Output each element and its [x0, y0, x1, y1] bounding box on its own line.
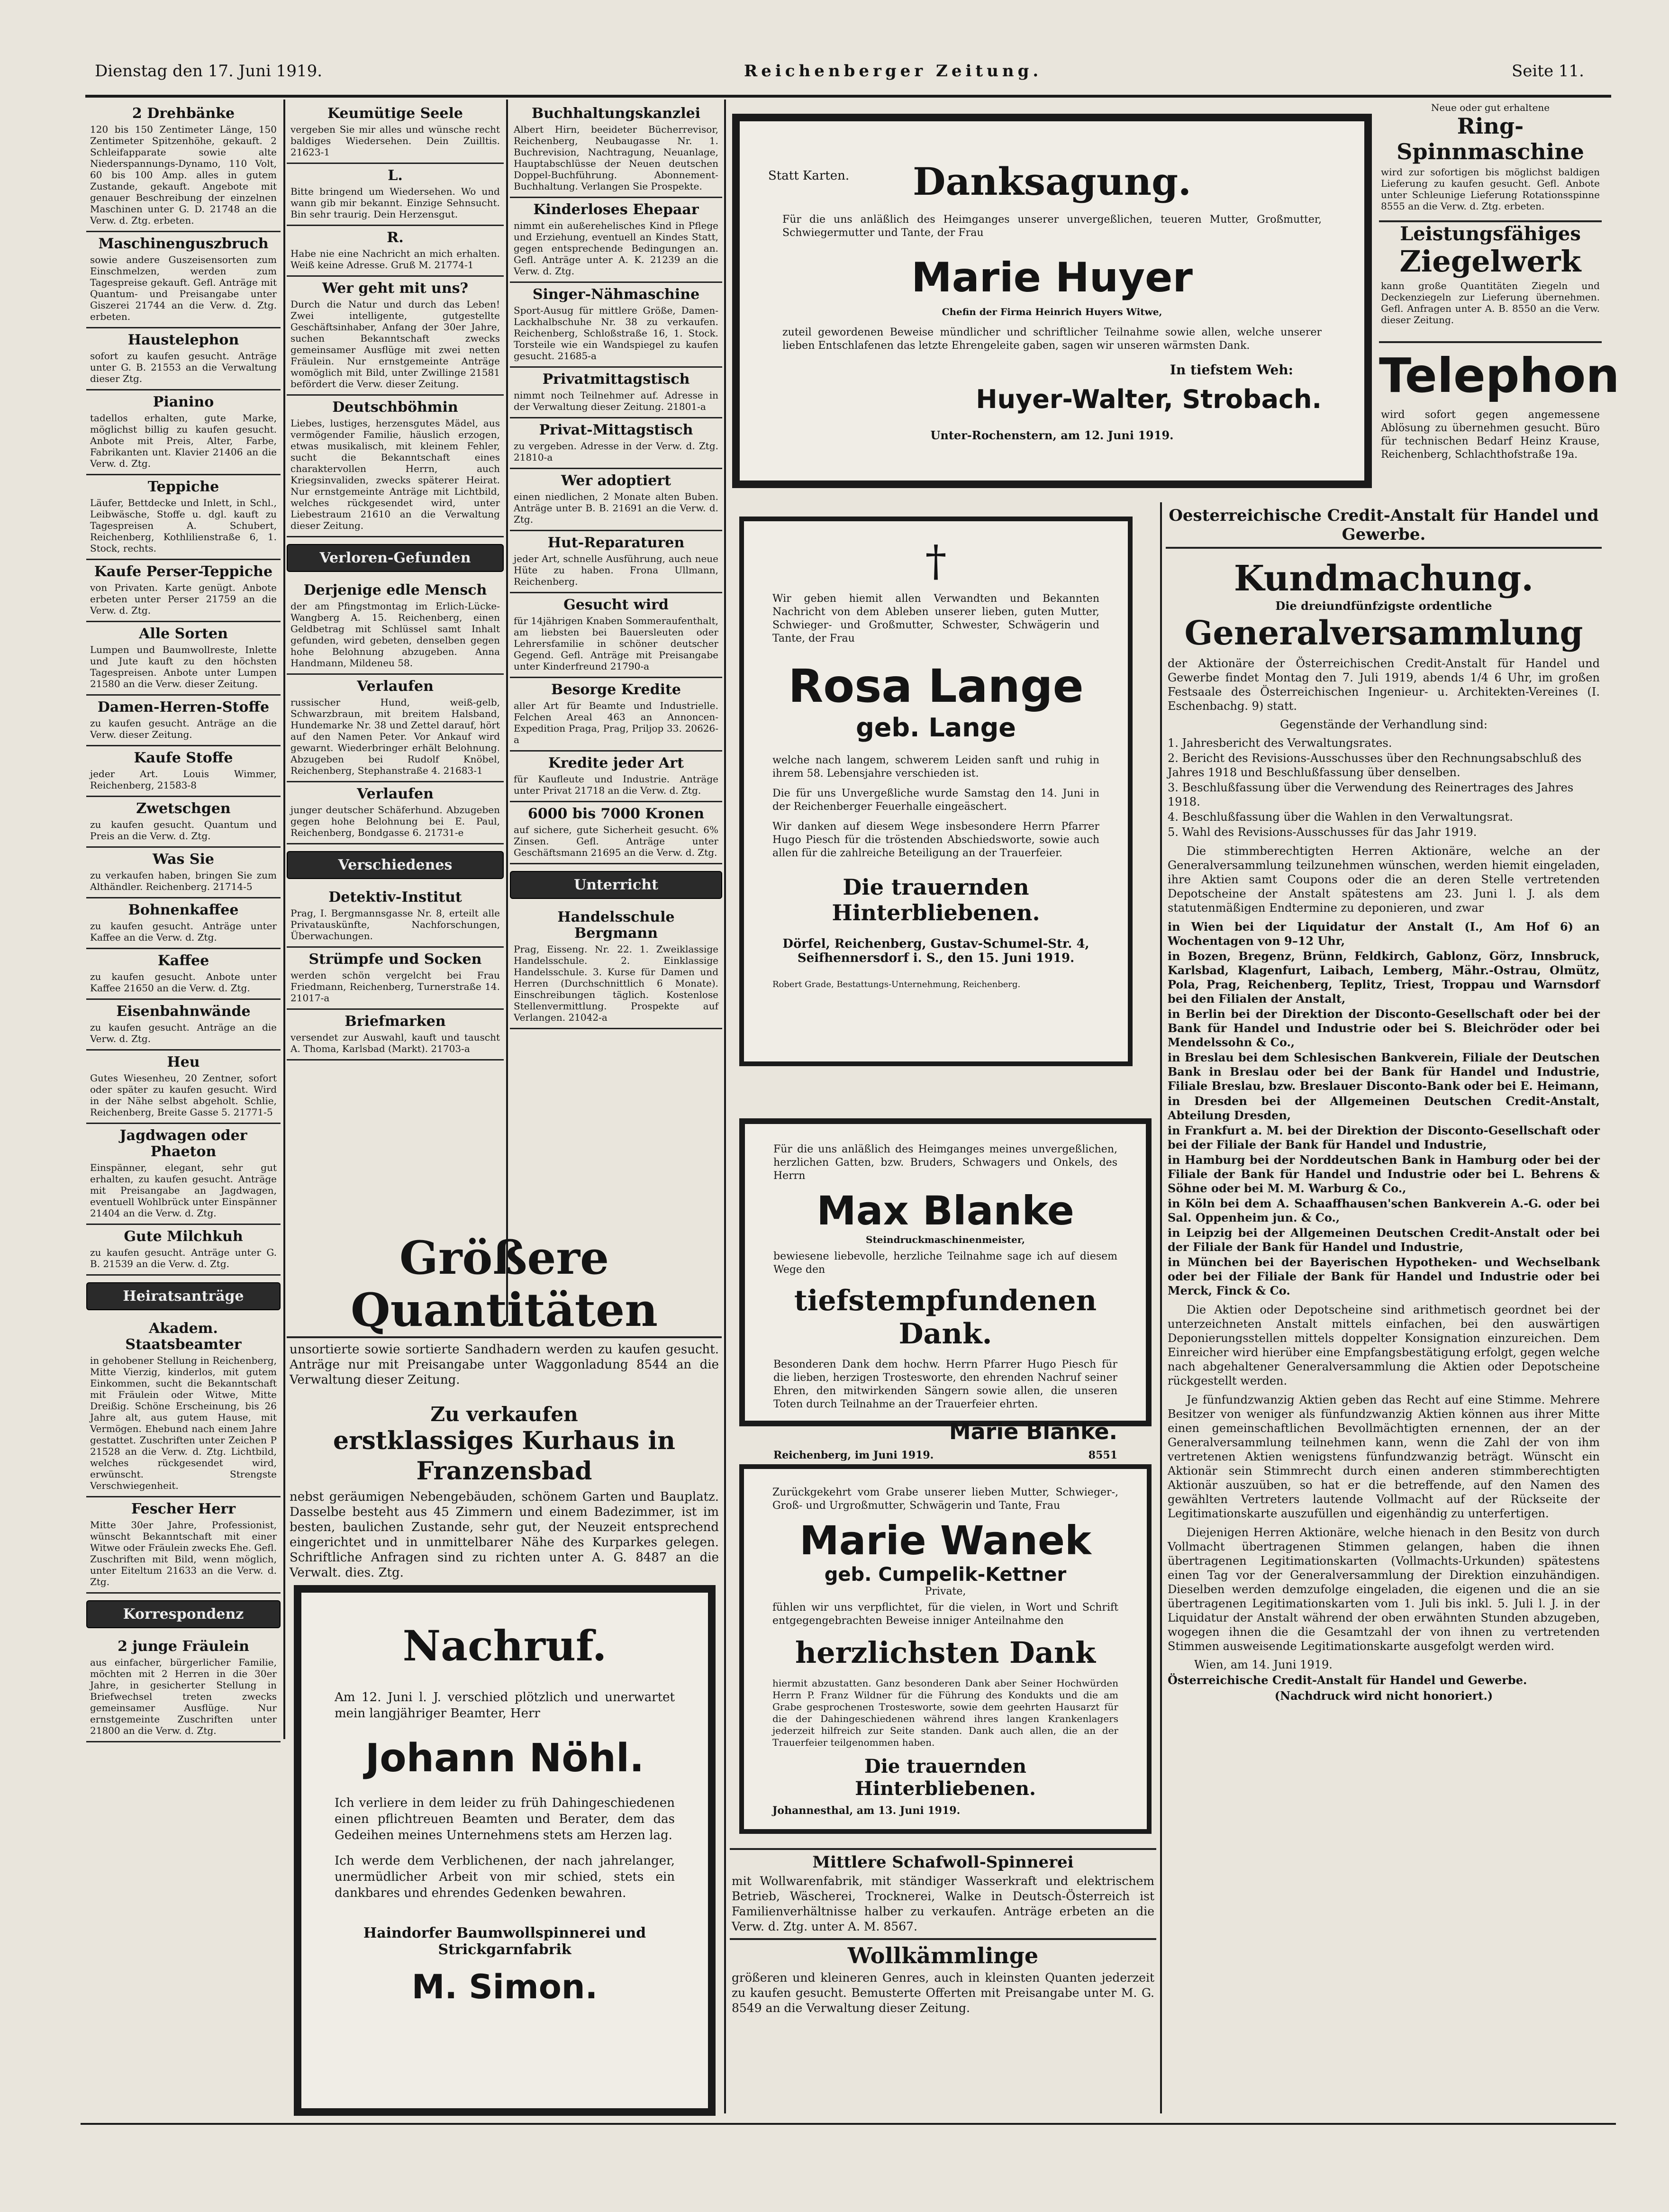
ad-body: größeren und kleineren Genres, auch in kleinsten Quanten jederzeit zu kaufen gesucht. Bemusterte Offerten mit Preisangabe unter M. G. 8549 an die Verwaltung dieser Zeitung. [732, 1971, 1154, 2015]
obituary-title: Nachruf. [402, 1621, 607, 1670]
classifieds-column-3 [510, 102, 722, 1315]
notice-text: hiermit abzustatten. Ganz besonderen Dank aber Seiner Hochwürden Herrn P. Franz Wildner für die Führung des Kondukts und die am Grabe gesprochenen Trostesworte, sowie dem geehrten Hausarzt für die der Dahingeschiedenen während ihres langen Krankenlagers jederzeit hilfreich zur Seite standen. Dank auch allen, die an der Trauerfeier teilgenommen haben. [772, 1677, 1118, 1748]
classified-ad-body: Lumpen und Baumwollreste, Inlette und Jute kauft zu den höchsten Tagespreisen. Anbote unter Lumpen 21580 an die Verw. dieser Zeitung. [90, 644, 277, 689]
notice-undertaker: Robert Grade, Bestattungs-Unternehmung, Reichenberg. [772, 979, 1021, 989]
notice-signature: Marie Blanke. [949, 1419, 1117, 1444]
classified-ad [86, 1051, 281, 1124]
notice-text: Besonderen Dank dem hochw. Herrn Pfarrer Hugo Piesch für die lieben, herzigen Trostesworte, den ehrenden Nachruf seiner Ehren, den mitwirkenden Sängern sowie allen, die unseren Toten durch Teilnahme an der Trauerfeier ehrten. [773, 1359, 1117, 1410]
classified-ad-body: Mitte 30er Jahre, Professionist, wünscht Bekanntschaft mit einer Witwe oder Fräulein zwecks Ehe. Gefl. Zuschriften mit Bild, wenn möglich, unter Eiteltum 21633 an die Verw. d. Ztg. [90, 1519, 277, 1587]
obituary-text: Ich werde dem Verblichenen, der nach jahrelanger, unermüdlicher Arbeit von mir schied, stets ein dankbares und ehrendes Gedenken bewahren. [335, 1854, 675, 1900]
classified-ad [86, 898, 281, 949]
classified-ad [287, 886, 504, 948]
notice-text: fühlen wir uns verpflichtet, für die vielen, in Wort und Schrift entgegengebrachten Beweise inniger Anteilnahme den [772, 1602, 1118, 1627]
ad-title: Zu verkaufen [430, 1403, 578, 1426]
agenda-item: 1. Jahresbericht des Verwaltungsrates. [1168, 736, 1392, 750]
notice-place: Dörfel, Reichenberg, Gustav-Schumel-Str. 4, Seifhennersdorf i. S., den 15. Juni 1919. [782, 937, 1089, 965]
notice-organisation: Oesterreichische Credit-Anstalt für Handel und Gewerbe. [1166, 506, 1602, 549]
agenda-item: 5. Wahl des Revisions-Ausschusses für das Jahr 1919. [1168, 825, 1477, 839]
notice-paragraph: Die Aktien oder Depotscheine sind arithmetisch geordnet bei der unterzeichneten Anstalt mittels einfachen, bei den auswärtigen Deponierungsstellen mittels doppelter Konsignation einzureichen. Dem Einreicher wird hierüber eine Empfangsbestätigung erfolgt, gegen welche nach abgehaltener Generalversammlung die Aktien oder Depotscheine rückgestellt werden. [1168, 1303, 1600, 1387]
classified-ad-title: Heu [167, 1054, 200, 1070]
classified-ad-body: 120 bis 150 Zentimeter Länge, 150 Zentimeter Spitzenhöhe, gekauft. 2 Schleifapparate sowie alte Niederspannungs-Dynamo, 110 Volt, 60 bis 100 Amp. alles in gutem Zustande, gekauft. Angebote mit genauer Beschreibung der einzelnen Maschinen unter G. D. 21748 an die Verw. d. Ztg. erbeten. [90, 124, 277, 226]
classified-ad-body: Einspänner, elegant, sehr gut erhalten, zu kaufen gesucht. Anträge mit Preisangabe an Jagdwagen, eventuell Wohlbrück unter Einspänner 21404 an die Verw. d. Ztg. [90, 1162, 277, 1219]
deposit-place: in Breslau bei dem Schlesischen Bankverein, Filiale der Deutschen Bank in Breslau oder bei der Bank für Handel und Industrie, Filiale Breslau, bzw. Breslauer Disconto-Bank oder bei E. Heimann, [1168, 1051, 1600, 1093]
notice-name: Max Blanke [816, 1188, 1074, 1234]
deposit-place: in München bei der Bayerischen Hypotheken- und Wechselbank oder bei der Filiale der Bank für Handel und Industrie oder bei Merck, Finck & Co. [1168, 1255, 1600, 1297]
notice-title: Danksagung. [913, 159, 1191, 204]
ad-title: Größere Quantitäten [287, 1232, 722, 1338]
classified-ad [510, 906, 722, 1029]
header-date: Dienstag den 17. Juni 1919. [95, 62, 323, 81]
ad-telephon [1379, 345, 1620, 501]
ad-subtitle: Ziegelwerk [1399, 244, 1581, 279]
notice-paragraph: Je fünfundzwanzig Aktien geben das Recht auf eine Stimme. Mehrere Besitzer von weniger als fünfundzwanzig Aktien können aus ihrer Mitte einen gemeinschaftlichen Bevollmächtigten ernennen, der an der Generalversammlung teilnehmen kann, wenn die Zahl der von ihm vertretenen Aktien wenigstens fünfundzwanzig beträgt. Wünscht ein Aktionär sein Stimmrecht durch einen anderen stimmberechtigten Aktionär auszuüben, so hat er die betreffende, auf den Namen des gewählten Vertreters lautende Vollmacht auf der Rückseite der Legitimationskarte auszufüllen und eigenhändig zu unterfertigen. [1168, 1393, 1600, 1520]
classified-ad-body: Gutes Wiesenheu, 20 Zentner, sofort oder später zu kaufen gesucht. Wird in der Nähe selbst abgeholt. Schlie, Reichenberg, Breite Gasse 5. 21771-5 [90, 1072, 277, 1118]
classified-ad [287, 1010, 504, 1061]
classified-ad-body: sofort zu kaufen gesucht. Anträge unter G. B. 21553 an die Verwaltung dieser Ztg. [90, 350, 277, 384]
classified-ad-body: Sport-Ausug für mittlere Größe, Damen-Lackhalbschuhe Nr. 38 zu verkaufen. Reichenberg, Schloßstraße 16, 1. Stock. Torsteile wie ein Wandspiegel zu kaufen gesucht. 21685-a [514, 305, 718, 362]
classified-ad [510, 368, 722, 418]
classified-ad-body: sowie andere Guszeisensorten zum Einschmelzen, werden zum Tagespreise gekauft. Gefl. Anträge mit Quantum- und Preisangabe unter Giszerei 21744 an die Verw. d. Ztg. erbeten. [90, 254, 277, 322]
notice-subtitle: geb. Lange [856, 713, 1016, 743]
notice-paragraph: der Aktionäre der Österreichischen Credit-Anstalt für Handel und Gewerbe findet Montag den 7. Juli 1919, abends 1/4 6 Uhr, im großen Festsaale des Österreichischen Ingenieur- u. Architekten-Vereines (I. Eschenbachg. 9) statt. [1168, 657, 1600, 713]
notice-heading: Generalversammlung [1184, 613, 1583, 653]
classified-ad-title: Damen-Herren-Stoffe [97, 699, 270, 716]
classified-ad-title: Akadem. Staatsbeamter [125, 1320, 242, 1353]
notice-credit-anstalt [1166, 506, 1602, 2117]
header-title: Reichenberger Zeitung. [744, 62, 1043, 81]
deposit-place: in Dresden bei der Allgemeinen Deutschen Credit-Anstalt, Abteilung Dresden, [1168, 1094, 1600, 1122]
notice-rosa-lange [739, 517, 1133, 1066]
classified-ad-title: Keumütige Seele [327, 105, 463, 122]
classified-ad-body: Habe nie eine Nachricht an mich erhalten. Weiß keine Adresse. Gruß M. 21774-1 [290, 248, 500, 271]
classified-ad [86, 475, 281, 560]
classified-ad [86, 102, 281, 232]
notice-signature: Österreichische Credit-Anstalt für Handel und Gewerbe. [1168, 1673, 1527, 1687]
notice-paragraph: Die stimmberechtigten Herren Aktionäre, welche an der Generalversammlung teilzunehmen wünschen, werden hiemit eingeladen, ihre Aktien samt Coupons oder die an deren Stelle vertretenden Depotscheine der Anstalt spätestens am 23. Juni l. J. als dem statutenmäßigen Endtermine zu deponieren, und zwar [1168, 844, 1600, 915]
classified-ad-title: Strümpfe und Socken [308, 951, 482, 968]
classified-ad-title: Deutschböhmin [332, 399, 458, 416]
classified-ad-title: Hut-Reparaturen [547, 535, 685, 551]
classified-ad [287, 164, 504, 226]
classified-ad [86, 560, 281, 622]
notice-title: Kundmachung. [1234, 558, 1534, 599]
classified-ad-body: zu kaufen gesucht. Anträge unter G. B. 21539 an die Verw. d. Ztg. [90, 1247, 277, 1269]
classified-ad-body: zu kaufen gesucht. Anträge an die Verw. dieser Zeitung. [90, 717, 277, 740]
notice-thanks: tiefstempfundenen Dank. [794, 1284, 1097, 1351]
classified-ad-title: Kredite jeder Art [548, 755, 684, 771]
classifieds-column-2 [287, 102, 504, 1315]
deposit-place: in Hamburg bei der Norddeutschen Bank in Hamburg oder bei der Filiale der Bank für Handel und Industrie oder bei L. Behrens & Söhne oder bei M. M. Warburg & Co., [1168, 1153, 1600, 1195]
section-heading: Verloren-Gefunden [287, 544, 504, 572]
classified-ad-body: in gehobener Stellung in Reichenberg, Mitte Vierzig, kinderlos, mit gutem Einkommen, sucht die Bekanntschaft mit Fräulein oder Witwe, Mitte Dreißig. Schöne Erscheinung, bis 26 Jahre alt, aus gutem Hause, mit Vermögen. Ehebund nach einem Jahre gestattet. Zuschriften unter Zeichen P 21528 an die Verw. d. Ztg. Lichtbild, welches rückgesendet wird, erwünscht. Strengste Verschwiegenheit. [90, 1355, 277, 1491]
classified-ad-body: einen niedlichen, 2 Monate alten Buben. Anträge unter B. B. 21691 an die Verw. d. Ztg. [514, 491, 718, 525]
notice-date: Wien, am 14. Juni 1919. [1194, 1658, 1333, 1671]
notice-text: zuteil gewordenen Beweise mündlicher und schriftlicher Teilnahme sowie allen, welche unserer lieben Entschlafenen das letzte Ehrengeleite gaben, sagen wir unseren wärmsten Dank. [782, 326, 1322, 352]
ad-title: Mittlere Schafwoll-Spinnerei [812, 1853, 1074, 1872]
classified-ad-title: Maschinenguszbruch [98, 236, 269, 252]
classified-ad [86, 1317, 281, 1497]
classified-ad-body: zu kaufen gesucht. Anbote unter Kaffee 21650 an die Verw. d. Ztg. [90, 971, 277, 994]
classified-ad [510, 418, 722, 469]
classified-ad [86, 1124, 281, 1225]
column-rule [283, 100, 285, 1739]
classified-ad-body: auf sichere, gute Sicherheit gesucht. 6% Zinsen. Gefl. Anträge unter Geschäftsmann 21695 an die Verw. d. Ztg. [514, 824, 718, 858]
notice-place: Unter-Rochenstern, am 12. Juni 1919. [930, 428, 1174, 442]
ad-schafwoll-spinnerei [730, 1848, 1156, 1935]
classified-ad [510, 469, 722, 531]
obituary-firm: Haindorfer Baumwollspinnerei und Strickgarnfabrik [363, 1925, 646, 1958]
classified-ad [287, 675, 504, 782]
classified-ad-title: Singer-Nähmaschine [532, 286, 700, 303]
obituary-name: Johann Nöhl. [365, 1736, 644, 1781]
classifieds-column-1 [86, 102, 281, 2116]
classified-ad-title: Verlaufen [357, 678, 434, 695]
notice-name: Marie Wanek [799, 1517, 1091, 1564]
cross-icon: † [925, 536, 947, 586]
classified-ad [287, 948, 504, 1010]
section-heading: Verschiedenes [287, 851, 504, 879]
classified-ad-body: Prag, Eisseng. Nr. 22. 1. Zweiklassige Handelsschule. 2. Einklassige Handelsschule. 3. Kurse für Damen und Herren (Durchschnittlich 6 Monate). Einschreibungen täglich. Kostenlose Stellenvermittlung. Prospekte auf Verlangen. 21042-a [514, 943, 718, 1023]
notice-text: Die für uns Unvergeßliche wurde Samstag den 14. Juni in der Reichenberger Feuerhalle eingeäschert. [772, 788, 1099, 813]
classified-ad-title: Alle Sorten [139, 626, 228, 642]
notice-marie-wanek [739, 1464, 1152, 1834]
classified-ad-title: Eisenbahnwände [116, 1003, 251, 1020]
agenda-item: 2. Bericht des Revisions-Ausschusses über den Rechnungsabschluß des Jahres 1918 und Beschlußfassung über denselben. [1168, 752, 1582, 779]
notice-text: Für die uns anläßlich des Heimganges unserer unvergeßlichen, teueren Mutter, Großmutter, Schwiegermutter und Tante, der Frau [782, 214, 1322, 239]
classified-ad-body: zu kaufen gesucht. Anträge an die Verw. d. Ztg. [90, 1022, 277, 1044]
column-rule [506, 100, 508, 1322]
classified-ad-body: jeder Art, schnelle Ausführung, auch neue Hüte zu haben. Frona Ullmann, Reichenberg. [514, 553, 718, 587]
classified-ad-title: Wer geht mit uns? [322, 280, 469, 297]
notice-family: Huyer-Walter, Strobach. [976, 384, 1322, 414]
classified-ad-title: Briefmarken [345, 1013, 446, 1030]
classified-ad-body: zu kaufen gesucht. Quantum und Preis an die Verw. d. Ztg. [90, 819, 277, 842]
notice-mourners-label: In tiefstem Weh: [1170, 362, 1293, 378]
ad-pretitle: Neue oder gut erhaltene [1431, 102, 1550, 113]
classified-ad [287, 102, 504, 164]
classified-ad-body: von Privaten. Karte genügt. Anbote erbeten unter Perser 21759 an die Verw. d. Ztg. [90, 582, 277, 616]
obituary-text: Ich verliere in dem leider zu früh Dahingeschiedenen einen pflichtreuen Beamten und Berater, dem das Gedeihen meines Unternehmens stets am Herzen lag. [335, 1796, 675, 1842]
notice-agenda [1166, 736, 1602, 839]
ad-ziegelwerk [1379, 223, 1602, 343]
classified-ad [86, 797, 281, 848]
classified-ad-body: nimmt ein außerehelisches Kind in Pflege und Erziehung, eventuell an Kindes Statt, gegen entsprechende Bedingungen an. Gefl. Anträge unter A. K. 21239 an die Verw. d. Ztg. [514, 220, 718, 277]
notice-place: Johannesthal, am 13. Juni 1919. [772, 1804, 961, 1817]
classified-ad-body: versendet zur Auswahl, kauft und tauscht A. Thoma, Karlsbad (Markt). 21703-a [290, 1032, 500, 1054]
classified-ad-body: aller Art für Beamte und Industrielle. Felchen Areal 463 an Annoncen-Expedition Praga, Prag, Priljop 33. 20626-a [514, 700, 718, 745]
obituary-text: Am 12. Juni l. J. verschied plötzlich und unerwartet mein langjähriger Beamter, Herr [335, 1690, 675, 1721]
column-rule [724, 100, 726, 2113]
notice-text: Wir danken auf diesem Wege insbesondere Herrn Pfarrer Hugo Piesch für die tröstenden Abschiedsworte, sowie auch allen für die zahlreiche Beteiligung an der Trauerfeier. [772, 821, 1099, 859]
classified-ad-title: Zwetschgen [136, 800, 231, 817]
classified-ad-title: Fescher Herr [131, 1501, 236, 1517]
classified-ad-body: aus einfacher, bürgerlicher Familie, möchten mit 2 Herren in die 30er Jahre, in gesicherter Stellung in Briefwechsel treten zwecks gemeinsamer Ausflüge. Nur ernstgemeinte Zuschriften unter 21800 an die Verw. d. Ztg. [90, 1657, 277, 1736]
classified-ad [287, 782, 504, 844]
classified-ad [287, 396, 504, 537]
notice-text: Für die uns anläßlich des Heimganges meines unvergeßlichen, herzlichen Gatten, bzw. Bruders, Schwagers und Onkels, des Herrn [773, 1143, 1117, 1182]
classified-ad-body: Albert Hirn, beeideter Bücherrevisor, Reichenberg, Neubaugasse Nr. 1. Buchrevision, Nachtragung, Neuanlage, Hauptabschlüsse der Neuen deutschen Doppel-Buchführung. Abonnement-Buchhaltung. Verlangen Sie Prospekte. [514, 124, 718, 192]
notice-max-blanke [739, 1118, 1152, 1461]
ad-body: wird zur sofortigen bis möglichst baldigen Lieferung zu kaufen gesucht. Gefl. Anbote unter Schleunige Lieferung Rotationsspinne 8555 an die Verw. d. Ztg. erbeten. [1381, 166, 1600, 212]
ad-title: Wollkämmlinge [847, 1943, 1039, 1968]
classified-ad-body: tadellos erhalten, gute Marke, möglichst billig zu kaufen gesucht. Anbote mit Preis, Alter, Farbe, Fabrikanten unt. Klavier 21406 an die Verw. d. Ztg. [90, 412, 277, 469]
obituary-johann-noehl [294, 1585, 716, 2116]
section-heading: Unterricht [510, 871, 722, 899]
notice-paragraph: Diejenigen Herren Aktionäre, welche hienach in den Besitz von durch Vollmacht übertragenen Stimmen gelangen, haben die ihnen übertragenen Legitimationskarten (Vollmachts-Urkunden) spätestens einen Tag vor der Generalversammlung der Direktion einzuhändigen. Dieselben werden demzufolge eingeladen, die eigenen und die an sie übertragenen Legitimationskarten vom 1. Juli bis inkl. 5. Juli l. J. in der Liquidatur der Anstalt während der oben erwähnten Stunden abzugeben, wogegen ihnen die die Gesamtzahl der von ihnen zu vertretenden Stimmen ausweisende Legitimationskarte ausgefolgt werden wird. [1168, 1526, 1600, 1653]
classified-ad [86, 622, 281, 696]
classified-ad-title: L. [388, 167, 403, 184]
notice-text: Wir geben hiemit allen Verwandten und Bekannten Nachricht von dem Ableben unserer lieben, guten Mutter, Schwieger- und Großmutter, Schwester, Schwägerin und Tante, der Frau [772, 593, 1099, 644]
classified-ad [86, 1225, 281, 1276]
classified-ad-body: vergeben Sie mir alles und wünsche recht baldiges Wiedersehen. Dein Zuilltis. 21623-1 [290, 124, 500, 158]
notice-danksagung-marie-huyer [732, 114, 1372, 488]
classified-ad [510, 198, 722, 283]
ad-body: unsortierte sowie sortierte Sandhadern werden zu kaufen gesucht. Anträge nur mit Preisangabe unter Waggonladung 8544 an die Verwaltung dieser Zeitung. [290, 1342, 719, 1387]
classified-ad-body: zu verkaufen haben, bringen Sie zum Althändler. Reichenberg. 21714-5 [90, 870, 277, 892]
page-header [85, 62, 1602, 88]
classified-ad [86, 232, 281, 328]
notice-text: welche nach langem, schwerem Leiden sanft und ruhig in ihrem 58. Lebensjahre verschieden ist. [772, 754, 1099, 780]
notice-code: 8551 [1088, 1449, 1117, 1461]
notice-mourners: Die trauernden Hinterbliebenen. [832, 874, 1040, 925]
classified-ad-title: 2 Drehbänke [132, 105, 235, 122]
classified-ad [510, 593, 722, 678]
classified-ad-title: Jagdwagen oder Phaeton [119, 1127, 247, 1160]
classified-ad-title: Handelsschule Bergmann [557, 909, 675, 942]
classified-ad-title: Derjenige edle Mensch [303, 582, 487, 598]
classified-ad-title: Bohnenkaffee [128, 902, 239, 918]
classified-ad [510, 102, 722, 198]
deposit-place: in Berlin bei der Direktion der Disconto-Gesellschaft oder bei der Bank für Handel und Industrie oder bei S. Bleichröder oder bei Mendelssohn & Co., [1168, 1007, 1600, 1049]
classified-ad-body: Prag, I. Bergmannsgasse Nr. 8, erteilt alle Privatauskünfte, Nachforschungen, Überwachungen. [290, 907, 500, 942]
section-heading: Heiratsanträge [86, 1282, 281, 1310]
notice-subtitle: geb. Cumpelik-Kettner [824, 1564, 1067, 1586]
classified-ad-body: russischer Hund, weiß-gelb, Schwarzbraun, mit breitem Halsband, Hundemarke Nr. 38 und Zettel darauf, hört auf den Namen Peter. Vor Ankauf wird gewarnt. Wiederbringer erhält Belohnung. Abzugeben bei Rudolf Knöbel, Reichenberg, Stephanstraße 4. 21683-1 [290, 697, 500, 776]
notice-subtitle: Chefin der Firma Heinrich Huyers Witwe, [942, 306, 1162, 317]
agenda-item: 3. Beschlußfassung über die Verwendung des Reinertrages des Jahres 1918. [1168, 781, 1574, 808]
classified-ad-title: Kaffee [157, 952, 209, 969]
classified-ad-body: Bitte bringend um Wiedersehen. Wo und wann gib mir bekannt. Einzige Sehnsucht. Bin sehr traurig. Dein Herzensgut. [290, 186, 500, 220]
classified-ad [510, 678, 722, 752]
classified-ad-title: Gesucht wird [563, 597, 669, 613]
ad-body: kann große Quantitäten Ziegeln und Deckenziegeln zur Lieferung übernehmen. Gefl. Anfragen unter A. B. 8550 an die Verw. dieser Zeitung. [1381, 280, 1600, 326]
classified-ad-title: Verlaufen [357, 786, 434, 802]
classified-ad-body: zu kaufen gesucht. Anträge unter Kaffee an die Verw. d. Ztg. [90, 920, 277, 943]
classified-ad-body: Liebes, lustiges, herzensgutes Mädel, aus vermögender Familie, häuslich erzogen, etwas musikalisch, mit kleinem Fehler, sucht die Bekanntschaft eines charaktervollen Herrn, auch Kriegsinvaliden, zwecks späterer Heirat. Nur ernstgemeinte Anträge mit Lichtbild, welches rückgesendet wird, unter Liebestraum 21610 an die Verwaltung dieser Zeitung. [290, 417, 500, 531]
classified-ad-body: der am Pfingstmontag im Erlich-Lücke-Wangberg A. 15. Reichenberg, einen Geldbetrag mit Schlüssel samt Inhalt gefunden, wird gebeten, denselben gegen hohe Belohnung abzugeben. Anna Handmann, Mildeneu 58. [290, 600, 500, 669]
ad-title: Ring-Spinnmaschine [1397, 113, 1584, 164]
classified-ad-title: Kaufe Stoffe [134, 750, 233, 766]
classified-ad [510, 752, 722, 802]
header-rule [85, 95, 1611, 98]
ad-title: Telephon [1379, 348, 1620, 403]
classified-ad-title: Besorge Kredite [551, 681, 681, 698]
deposit-place: in Köln bei dem A. Schaaffhausen'schen Bankverein A.-G. oder bei Sal. Oppenheim jun. & Co., [1168, 1197, 1600, 1224]
classified-ad-title: Haustelephon [127, 332, 239, 348]
ad-body: mit Wollwarenfabrik, mit ständiger Wasserkraft und elektrischem Betrieb, Wäscherei, Trocknerei, Walke in Deutsch-Österreich ist Familienverhältnisse halber zu verkaufen. Anträge erbeten an die Verw. d. Ztg. unter A. M. 8567. [732, 1874, 1154, 1933]
classified-ad-title: R. [387, 229, 404, 246]
classified-ad-body: Durch die Natur und durch das Leben! Zwei intelligente, gutgestellte Geschäftsinhaber, Anfang der 30er Jahre, suchen Bekanntschaft zwecks gemeinsamer Ausflüge mit zwei netten Fräulein. Nur ernstgemeinte Anträge womöglich mit Bild, unter Zwillinge 21581 befördert die Verw. dieser Zeitung. [290, 299, 500, 390]
agenda-item: 4. Beschlußfassung über die Wahlen in den Verwaltungsrat. [1168, 810, 1513, 824]
classified-ad-title: Privat-Mittagstisch [539, 422, 693, 438]
classified-ad-title: Gute Milchkuh [124, 1228, 243, 1245]
classified-ad [86, 848, 281, 898]
notice-name: Rosa Lange [788, 660, 1084, 713]
classified-ad-title: Was Sie [152, 851, 214, 868]
classified-ad-title: 2 junge Fräulein [118, 1638, 249, 1655]
header-page-number: Seite 11. [1512, 62, 1584, 81]
ad-body: wird sofort gegen angemessene Ablösung zu übernehmen gesucht. Büro für technischen Bedarf Heinz Krause, Reichenberg, Schlachthofstraße 19a. [1381, 409, 1600, 461]
classified-ad [287, 277, 504, 396]
notice-text: Zurückgekehrt vom Grabe unserer lieben Mutter, Schwieger-, Groß- und Urgroßmutter, Schwägerin und Tante, Frau [772, 1487, 1118, 1512]
obituary-signature: M. Simon. [411, 1967, 598, 2006]
notice-text: bewiesene liebevolle, herzliche Teilnahme sage ich auf diesem Wege den [773, 1251, 1117, 1276]
classified-ad [287, 579, 504, 675]
notice-label: Statt Karten. [768, 169, 850, 183]
classified-ad-body: für 14jährigen Knaben Sommeraufenthalt, am liebsten bei Bauersleuten oder Lehrersfamilie in schöner deutscher Gegend. Gefl. Anträge mit Preisangabe unter Kinderfreund 21790-a [514, 615, 718, 672]
classified-ad-title: Privatmittagstisch [542, 371, 690, 388]
notice-deposit-places [1166, 920, 1602, 1298]
classified-ad-title: Pianino [153, 394, 214, 410]
classified-ad-body: junger deutscher Schäferhund. Abzugeben gegen hohe Belohnung bei E. Paul, Reichenberg, Bondgasse 6. 21731-e [290, 804, 500, 838]
notice-name: Marie Huyer [911, 254, 1193, 301]
ad-body: nebst geräumigen Nebengebäuden, schönem Garten und Bauplatz. Dasselbe besteht aus 45 Zimmern und einem Badezimmer, ist im besten, baulichen Zustande, sehr gut, der Neuzeit entsprechend eingerichtet und in unmittelbarer Nähe des Kurparkes gelegen. Schriftliche Anfragen sind zu richten unter A. G. 8487 an die Verwalt. dies. Ztg. [290, 1490, 719, 1580]
classified-ad-title: Kinderloses Ehepaar [533, 201, 699, 218]
deposit-place: in Frankfurt a. M. bei der Direktion der Disconto-Gesellschaft oder bei der Filiale der Bank für Handel und Industrie, [1168, 1124, 1600, 1151]
notice-intro: Die dreiundfünfzigste ordentliche [1275, 599, 1492, 613]
classified-ad [86, 746, 281, 797]
ad-subtitle: erstklassiges Kurhaus in Franzensbad [333, 1426, 675, 1486]
classified-ad-body: jeder Art. Louis Wimmer, Reichenberg, 21583-8 [90, 768, 277, 791]
notice-reprint-note: (Nachdruck wird nicht honoriert.) [1274, 1689, 1493, 1703]
ad-kurhaus [287, 1403, 722, 1583]
deposit-place: in Wien bei der Liquidatur der Anstalt (I., Am Hof 6) an Wochentagen von 9–12 Uhr, [1168, 920, 1600, 948]
classified-ad-body: werden schön vergelcht bei Frau Friedmann, Reichenberg, Turnerstraße 14. 21017-a [290, 970, 500, 1004]
ad-ring-spinnmaschine [1379, 102, 1602, 222]
classified-ad [287, 226, 504, 277]
footer-rule [81, 2123, 1616, 2125]
classified-ad-title: Wer adoptiert [561, 472, 671, 489]
classified-ad [86, 1497, 281, 1594]
classified-ad-title: Teppiche [147, 479, 219, 495]
classified-ad [86, 949, 281, 1000]
section-heading: Korrespondenz [86, 1600, 281, 1628]
notice-thanks: herzlichsten Dank [795, 1635, 1096, 1670]
classified-ad-title: Detektiv-Institut [328, 889, 462, 906]
notice-role: Private, [925, 1586, 966, 1597]
classified-ad-title: Buchhaltungskanzlei [531, 105, 701, 122]
classified-ad [86, 328, 281, 390]
classified-ad [510, 802, 722, 864]
classified-ad-title: Kaufe Perser-Teppiche [94, 563, 273, 580]
notice-mourners: Die trauernden Hinterbliebenen. [855, 1755, 1036, 1800]
classified-ad [86, 1000, 281, 1051]
deposit-place: in Bozen, Bregenz, Brünn, Feldkirch, Gablonz, Görz, Innsbruck, Karlsbad, Klagenfurt, Laibach, Lemberg, Mähr.-Ostrau, Olmütz, Pola, Prag, Reichenberg, Teplitz, Triest, Troppau und Warnsdorf bei den Filialen der Anstalt, [1168, 949, 1600, 1006]
ad-wollkaemmlinge [730, 1938, 1156, 2025]
classified-ad-title: 6000 bis 7000 Kronen [527, 806, 705, 822]
classified-ad-body: zu vergeben. Adresse in der Verw. d. Ztg. 21810-a [514, 440, 718, 463]
classified-ad [86, 696, 281, 746]
notice-agenda-heading: Gegenstände der Verhandlung sind: [1280, 718, 1488, 731]
notice-place: Reichenberg, im Juni 1919. [773, 1449, 934, 1461]
ad-title: Leistungsfähiges [1400, 223, 1581, 245]
classified-ad [510, 531, 722, 593]
classified-ad [86, 390, 281, 475]
notice-subtitle: Steindruckmaschinenmeister, [866, 1234, 1025, 1245]
classified-ad-body: Läufer, Bettdecke und Inlett, in Schl., Leibwäsche, Stoffe u. dgl. kauft zu Tagespreisen A. Schubert, Reichenberg, Kothlilienstraße 6, 1. Stock, rechts. [90, 497, 277, 554]
column-rule [1160, 502, 1162, 2113]
classified-ad [86, 1635, 281, 1742]
classified-ad [510, 283, 722, 368]
deposit-place: in Leipzig bei der Allgemeinen Deutschen Credit-Anstalt oder bei der Filiale der Bank für Handel und Industrie, [1168, 1226, 1600, 1254]
classified-ad-body: nimmt noch Teilnehmer auf. Adresse in der Verwaltung dieser Zeitung. 21801-a [514, 390, 718, 412]
classified-ad-body: für Kaufleute und Industrie. Anträge unter Privat 21718 an die Verw. d. Ztg. [514, 773, 718, 796]
ad-groessere-quantitaeten [287, 1232, 722, 1388]
